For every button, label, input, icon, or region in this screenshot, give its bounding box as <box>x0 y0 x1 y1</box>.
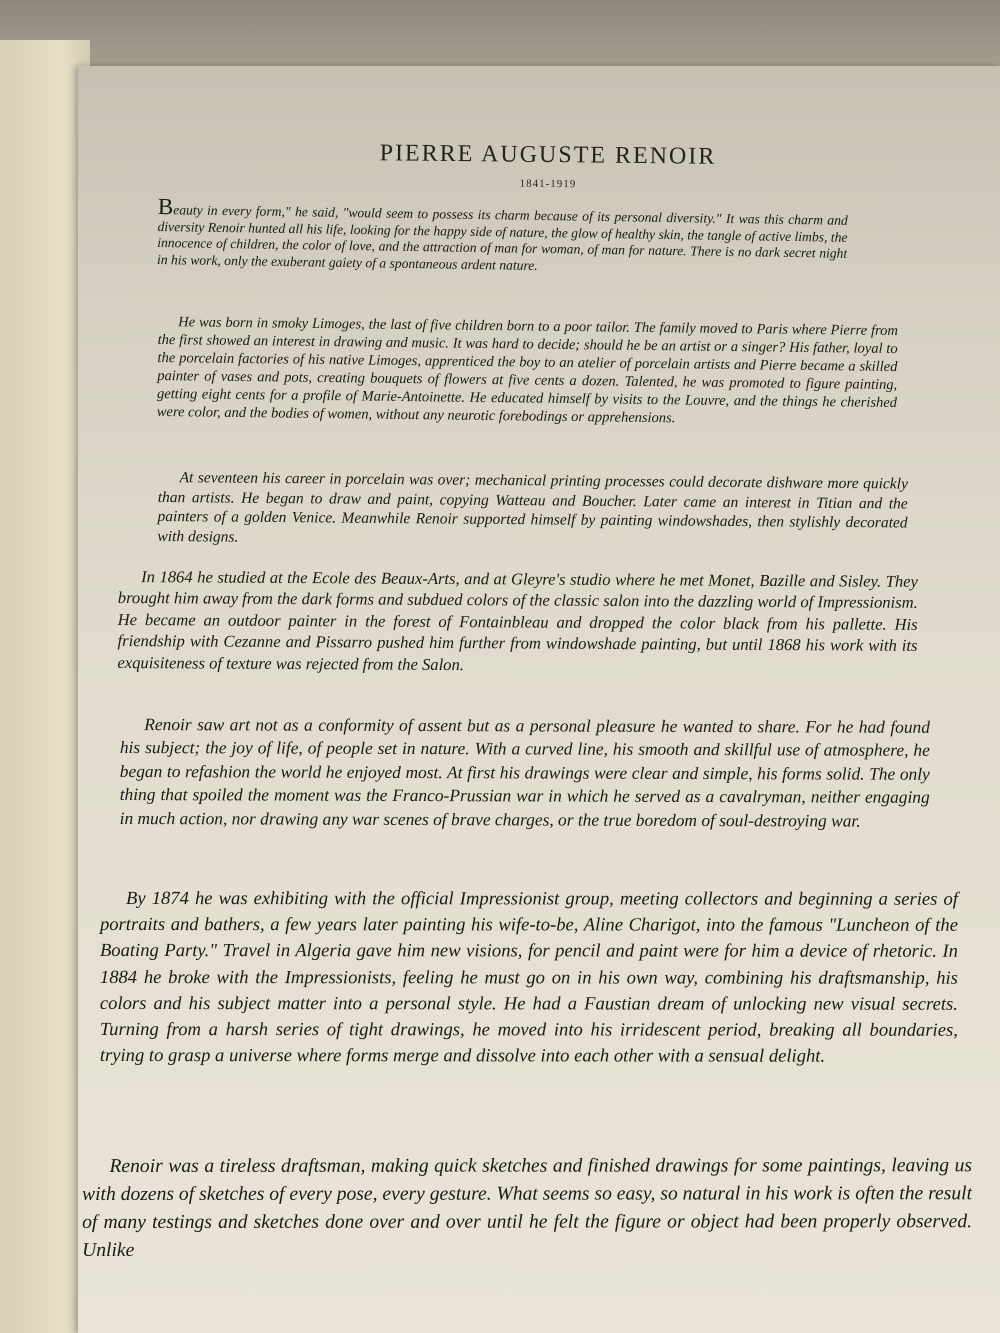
paragraph-7-text: Renoir was a tireless draftsman, making quick sketches and finished drawings for some paintings, leaving us with dozens of sketches of every pose, every gesture. What seems so easy, so natural in his work is often the result of many testings and sketches done over and over until he felt the figure or object had been properly observed. Unlike <box>82 1155 973 1261</box>
paragraph-3 <box>157 468 908 553</box>
paragraph-7 <box>82 1152 972 1265</box>
paragraph-6 <box>100 886 958 1070</box>
drop-cap: B <box>157 194 174 221</box>
paragraph-2-text: He was born in smoky Limoges, the last of five children born to a poor tailor. The family moved to Paris where Pierre from the first showed an interest in drawing and music. It was hard to decide; should he be an artist or a singer? His father, loyal to the porcelain factories of his native Limoges, apprenticed the boy to an atelier of porcelain artists and Pierre became a skilled painter of vases and pots, creating bouquets of flowers at five cents a dozen. Talented, he was promoted to figure painting, getting eight cents for a profile of Marie-Antoinette. He educated himself by visits to the Louvre, and the things he cherished were color, and the bodies of women, without any neurotic forebodings or apprehensions. <box>156 314 898 426</box>
paragraph-3-text: At seventeen his career in porcelain was over; mechanical printing processes could decorate dishware more quickly than artists. He began to draw and paint, copying Watteau and Boucher. Later came an interest in Titian and the painters of a golden Venice. Meanwhile Renoir supported himself by painting windowshades, then stylishly decorated with designs. <box>157 469 908 546</box>
paragraph-4 <box>117 566 918 678</box>
paragraph-5-text: Renoir saw art not as a conformity of assent but as a personal pleasure he wanted to share. For he had found his subject; the joy of life, of people set in nature. With a curved line, his smooth and skillful use of atmosphere, he began to refashion the world he enjoyed most. At first his drawings were clear and simple, his forms solid. The only thing that spoiled the moment was the Franco-Prussian war in which he served as a cavalryman, neither engaging in much action, nor drawing any war scenes of brave charges, or the true boredom of soul-destroying war. <box>119 714 930 831</box>
facing-page-edge <box>0 40 90 1333</box>
paragraph-5 <box>120 713 930 833</box>
paragraph-1-text: eauty in every form," he said, "would seem to possess its charm because of its personal diversity." It was this charm and diversity Renoir hunted all his life, looking for the happy side of nature, the glow of healthy skin, the tangle of active limbs, the innocence of children, the color of love, and the attraction of man for woman, of man for nature. There is no dark secret night in his work, only the exuberant gaiety of a spontaneous ardent nature. <box>156 202 848 273</box>
article-dates: 1841-1919 <box>519 177 577 191</box>
paragraph-6-text: By 1874 he was exhibiting with the official Impressionist group, meeting collectors and beginning a series of portraits and bathers, a few years later painting his wife-to-be, Aline Charigot, into the famous "Luncheon of the Boating Party." Travel in Algeria gave him new visions, for pencil and paint were for him a device of rhetoric. In 1884 he broke with the Impressionists, feeling he must go on in his own way, combining his draftsmanship, his colors and his subject matter into a personal style. He had a Faustian dream of unlocking new visual secrets. Turning from a harsh series of tight drawings, he moved into his irridescent period, breaking all boundaries, trying to grasp a universe where forms merge and dissolve into each other with a sensual delight. <box>99 888 958 1067</box>
paragraph-4-text: In 1864 he studied at the Ecole des Beaux-Arts, and at Gleyre's studio where he met Monet, Bazille and Sisley. They brought him away from the dark forms and subdued colors of the classic salon into the dazzling world of Impressionism. He became an outdoor painter in the forest of Fontainbleau and dropped the color black from his pallette. His friendship with Cezanne and Pissarro pushed him further from windowshade painting, but until 1868 his work with its exquisiteness of texture was rejected from the Salon. <box>117 567 918 674</box>
paragraph-2 <box>157 314 898 430</box>
article-title: PIERRE AUGUSTE RENOIR <box>379 140 717 170</box>
book-page <box>78 66 1000 1333</box>
paragraph-1 <box>156 194 848 279</box>
